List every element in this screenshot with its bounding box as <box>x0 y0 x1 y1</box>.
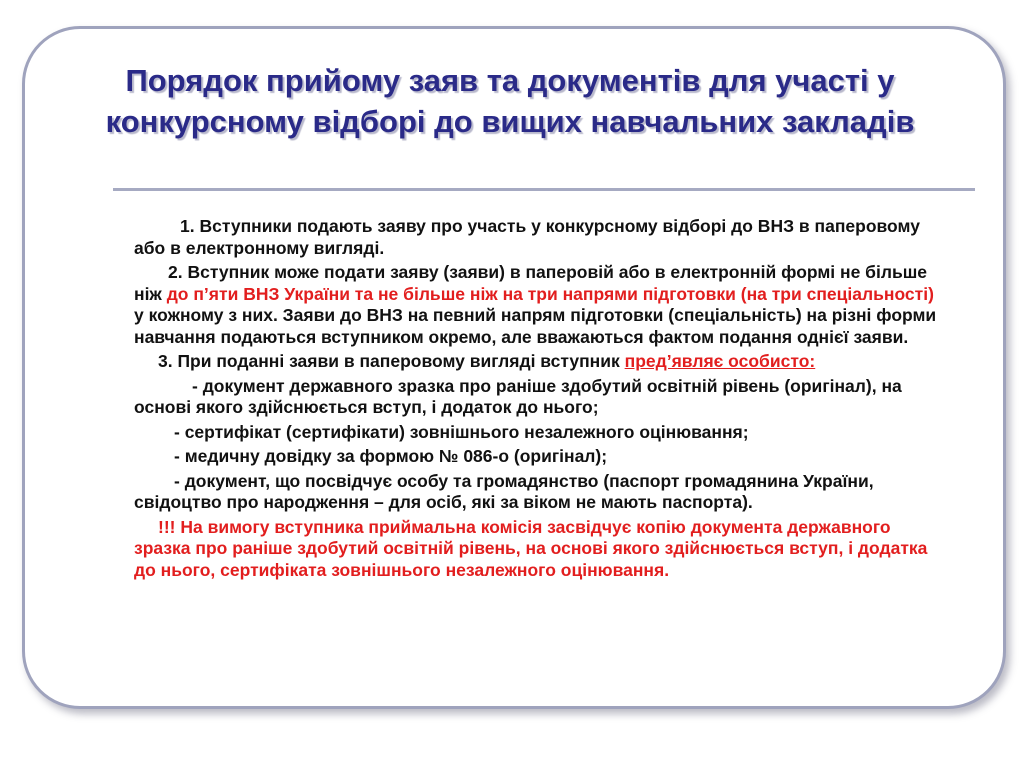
list-item-passport: - документ, що посвідчує особу та громадянство (паспорт громадянина України, свідоцтво про народження – для осіб, які за віком не мають паспорта). <box>134 470 874 512</box>
paragraph-2-end: у кожному з них. Заяви до ВНЗ на певний напрям підготовки (спеціальність) на різні форми навчання подаються вступником окремо, але вважаються фактом подання однієї заяви. <box>134 305 937 347</box>
paragraph-2-start: 2. Вступник може подати заяву (заяви) в паперовій або в електронній формі не більше ніж <box>134 262 928 304</box>
slide-title: Порядок прийому заяв та документів для участі у конкурсному відборі до вищих навчальних закладів <box>105 63 915 139</box>
list-item-certificate: - сертифікат (сертифікати) зовнішнього незалежного оцінювання; <box>174 421 749 442</box>
list-item-medical: - медичну довідку за формою № 086-о (оригінал); <box>174 446 608 466</box>
title-divider <box>113 188 975 191</box>
important-note: !!! На вимогу вступника приймальна комісія засвідчує копію документа державного зразка про раніше здобутий освітній рівень, на основі якого здійснюється вступ, і додатка до нього, сертифіката зовнішнього незалежного оцінювання. <box>134 516 928 580</box>
slide-body <box>134 216 946 584</box>
list-item-document: - документ державного зразка про раніше здобутий освітній рівень (оригінал), на основі якого здійснюється вступ, і додаток до нього; <box>134 375 902 417</box>
paragraph-1: 1. Вступники подають заяву про участь у конкурсному відборі до ВНЗ в паперовому або в електронному вигляді. <box>134 216 920 258</box>
paragraph-3-highlight: пред’являє особисто: <box>624 351 816 371</box>
paragraph-3 <box>134 351 946 373</box>
paragraph-2 <box>134 262 946 348</box>
paragraph-3-start: 3. При поданні заяви в паперовому вигляді вступник <box>158 351 625 371</box>
paragraph-2-highlight: до п’яти ВНЗ України та не більше ніж на три напрями підготовки (на три спеціальності) <box>166 283 934 304</box>
